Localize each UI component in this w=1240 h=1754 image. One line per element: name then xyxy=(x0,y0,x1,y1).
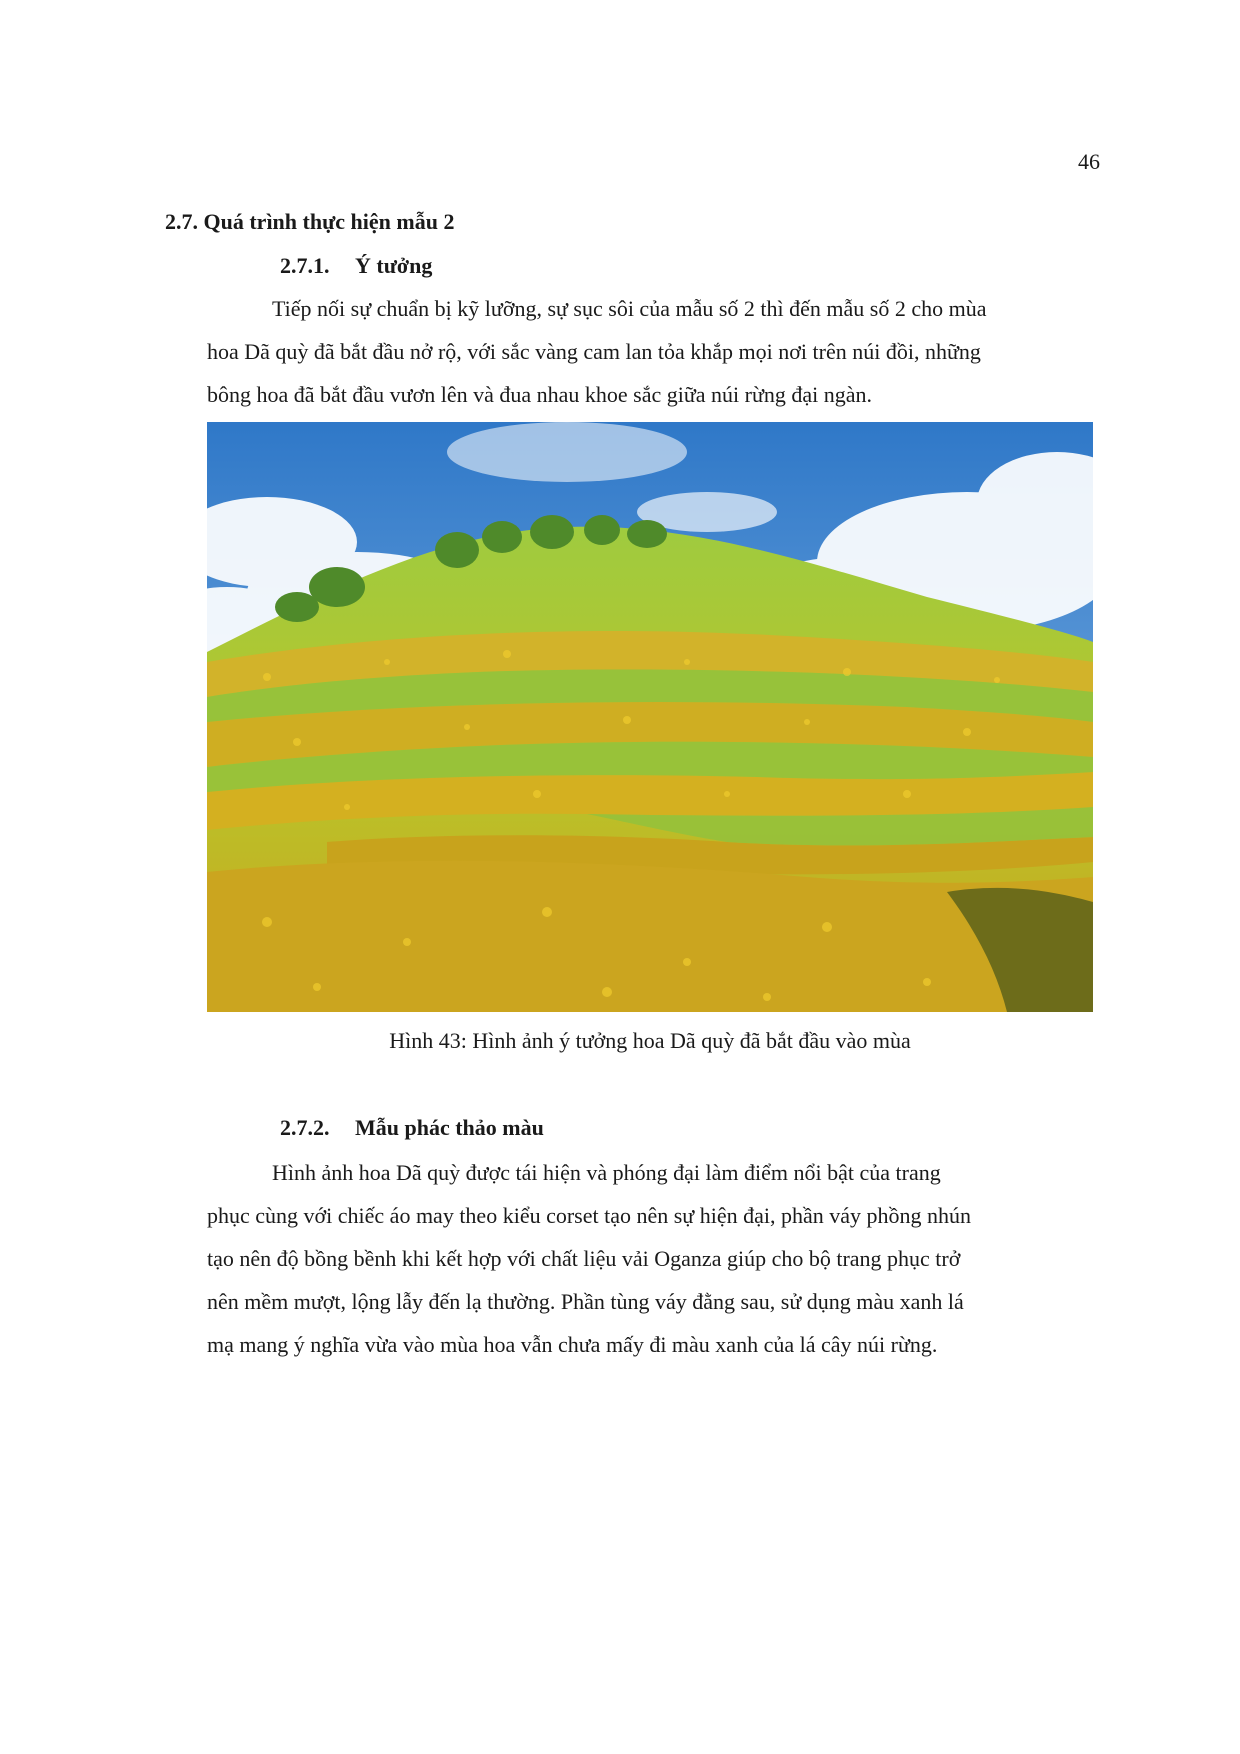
paragraph-idea xyxy=(207,287,1087,416)
figure-caption: Hình 43: Hình ảnh ý tưởng hoa Dã quỳ đã bắt đầu vào mùa xyxy=(389,1028,911,1053)
subsection-heading-sketch xyxy=(280,1114,544,1142)
page-number: 46 xyxy=(1078,149,1100,174)
paragraph-line: Tiếp nối sự chuẩn bị kỹ lưỡng, sự sục sôi của mẫu số 2 thì đến mẫu số 2 cho mùa xyxy=(272,296,987,321)
paragraph-line: Hình ảnh hoa Dã quỳ được tái hiện và phóng đại làm điểm nổi bật của trang xyxy=(272,1160,941,1185)
paragraph-line: hoa Dã quỳ đã bắt đầu nở rộ, với sắc vàng cam lan tỏa khắp mọi nơi trên núi đồi, những xyxy=(207,339,981,364)
hillside-flowers-photo xyxy=(207,422,1093,1012)
subsection-title: Mẫu phác thảo màu xyxy=(355,1115,544,1140)
subsection-title: Ý tưởng xyxy=(355,253,433,278)
subsection-heading-idea xyxy=(280,252,432,280)
paragraph-line: mạ mang ý nghĩa vừa vào mùa hoa vẫn chưa mấy đi màu xanh của lá cây núi rừng. xyxy=(207,1332,938,1357)
paragraph-line: tạo nên độ bồng bềnh khi kết hợp với chất liệu vải Oganza giúp cho bộ trang phục trở xyxy=(207,1246,961,1271)
section-heading: 2.7. Quá trình thực hiện mẫu 2 xyxy=(165,209,455,234)
paragraph-line: phục cùng với chiếc áo may theo kiểu corset tạo nên sự hiện đại, phần váy phồng nhún xyxy=(207,1203,972,1228)
subsection-number: 2.7.2. xyxy=(280,1115,330,1140)
subsection-number: 2.7.1. xyxy=(280,253,330,278)
paragraph-sketch xyxy=(207,1151,1087,1366)
paragraph-line: nên mềm mượt, lộng lẫy đến lạ thường. Phần tùng váy đằng sau, sử dụng màu xanh lá xyxy=(207,1289,964,1314)
paragraph-line: bông hoa đã bắt đầu vươn lên và đua nhau khoe sắc giữa núi rừng đại ngàn. xyxy=(207,382,873,407)
figure-photo xyxy=(207,422,1093,1012)
